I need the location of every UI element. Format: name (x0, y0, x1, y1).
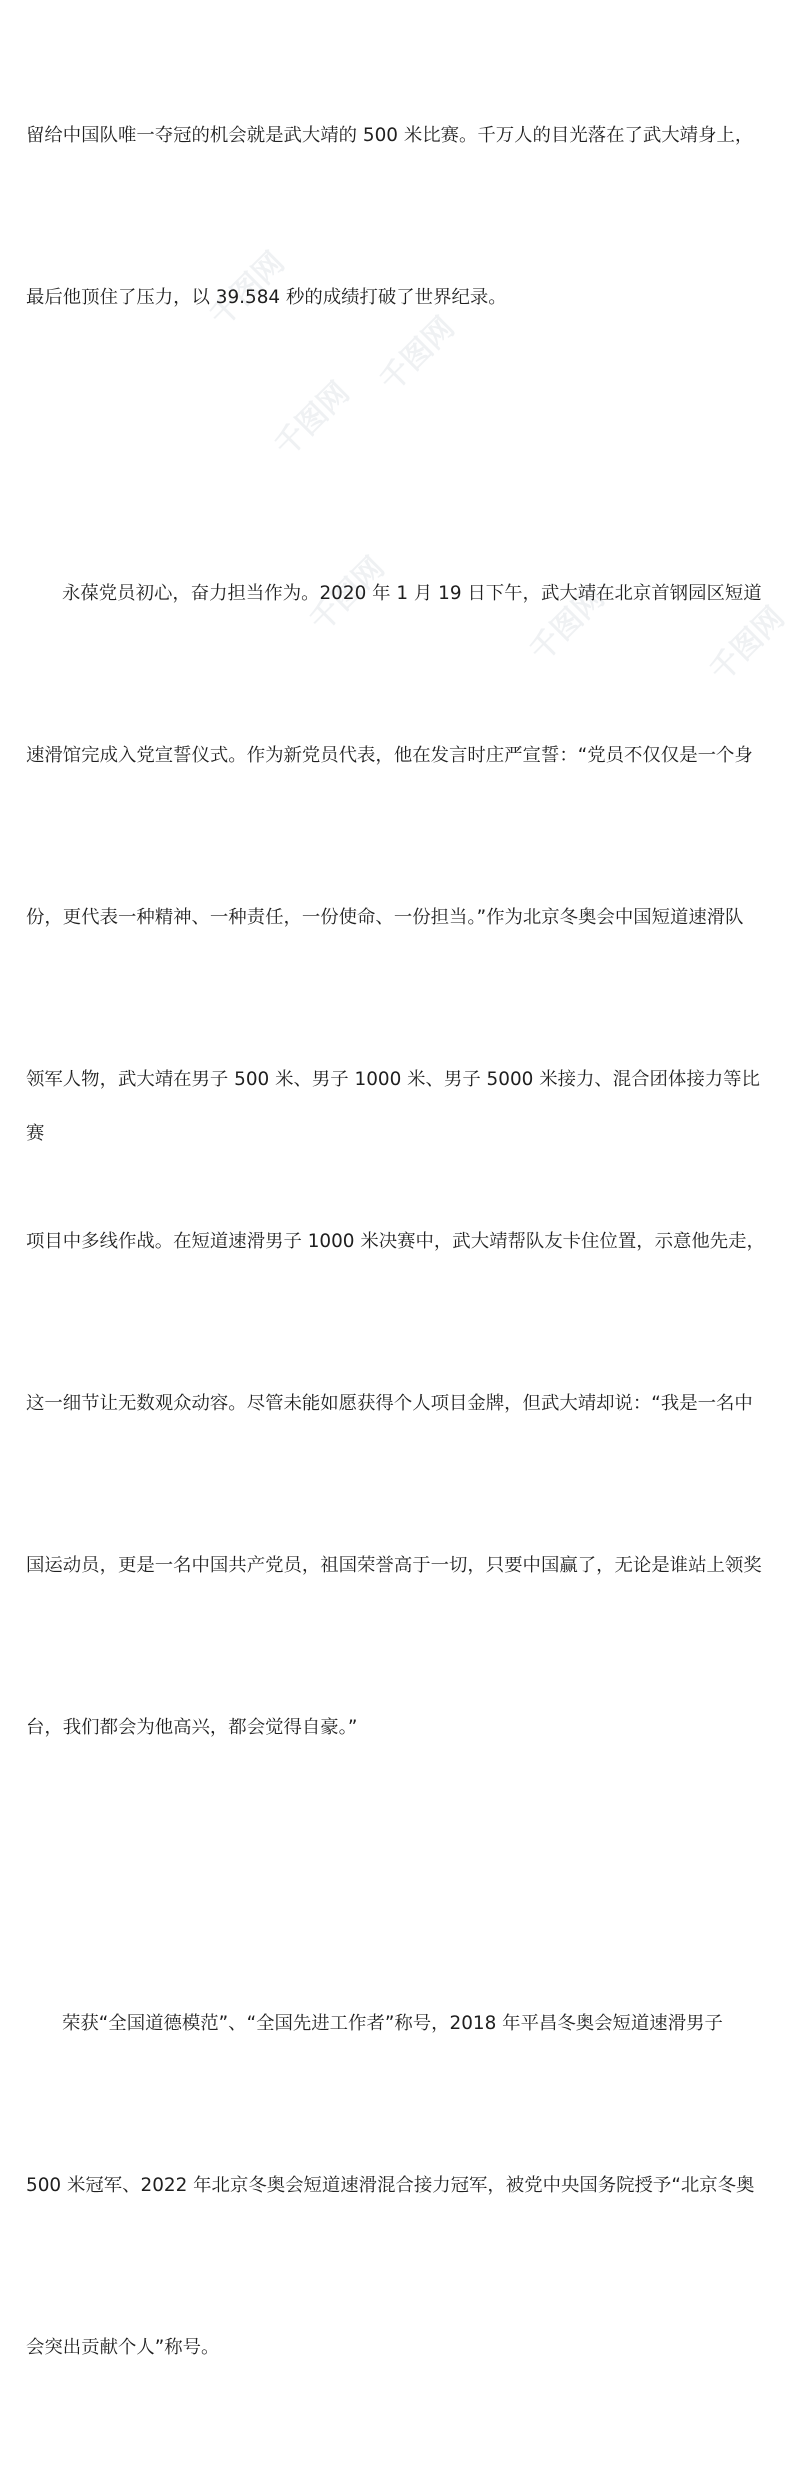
text-line: 永葆党员初心，奋力担当作为。2020 年 1 月 19 日下午，武大靖在北京首钢园区短道 (62, 583, 762, 604)
paragraph-1 (26, 1, 778, 433)
text-line: 500 米冠军、2022 年北京冬奥会短道速滑混合接力冠军，被党中央国务院授予“北京冬奥 (26, 2175, 755, 2196)
article-body (26, 0, 778, 2483)
text-line: 项目中多线作战。在短道速滑男子 1000 米决赛中，武大靖帮队友卡住位置，示意他先走， (26, 1231, 765, 1252)
text-line: 份，更代表一种精神、一种责任，一份使命、一份担当。”作为北京冬奥会中国短道速滑队 (26, 907, 744, 928)
watermark: 千图网 (373, 310, 462, 399)
text-line: 台，我们都会为他高兴，都会觉得自豪。” (26, 1717, 358, 1738)
watermark: 千图网 (303, 550, 392, 639)
text-line: 荣获“全国道德模范”、“全国先进工作者”称号，2018 年平昌冬奥会短道速滑男子 (62, 2013, 723, 2034)
watermark: 千图网 (523, 580, 612, 669)
text-line: 国运动员，更是一名中国共产党员，祖国荣誉高于一切，只要中国赢了，无论是谁站上领奖 (26, 1555, 762, 1576)
text-line: 速滑馆完成入党宣誓仪式。作为新党员代表，他在发言时庄严宣誓：“党员不仅仅是一个身 (26, 745, 753, 766)
watermark: 千图网 (703, 600, 792, 689)
paragraph-3 (26, 1889, 778, 2483)
text-line: 最后他顶住了压力，以 39.584 秒的成绩打破了世界纪录。 (26, 287, 507, 308)
paragraph-2 (26, 459, 778, 1863)
text-line: 领军人物，武大靖在男子 500 米、男子 1000 米、男子 5000 米接力、混合团体接力等比赛 (26, 1069, 760, 1144)
text-line: 会突出贡献个人”称号。 (26, 2337, 220, 2358)
text-line: 这一细节让无数观众动容。尽管未能如愿获得个人项目金牌，但武大靖却说：“我是一名中 (26, 1393, 753, 1414)
watermark: 千图网 (203, 245, 292, 334)
text-line: 留给中国队唯一夺冠的机会就是武大靖的 500 米比赛。千万人的目光落在了武大靖身上， (26, 125, 754, 146)
watermark: 千图网 (268, 375, 357, 464)
